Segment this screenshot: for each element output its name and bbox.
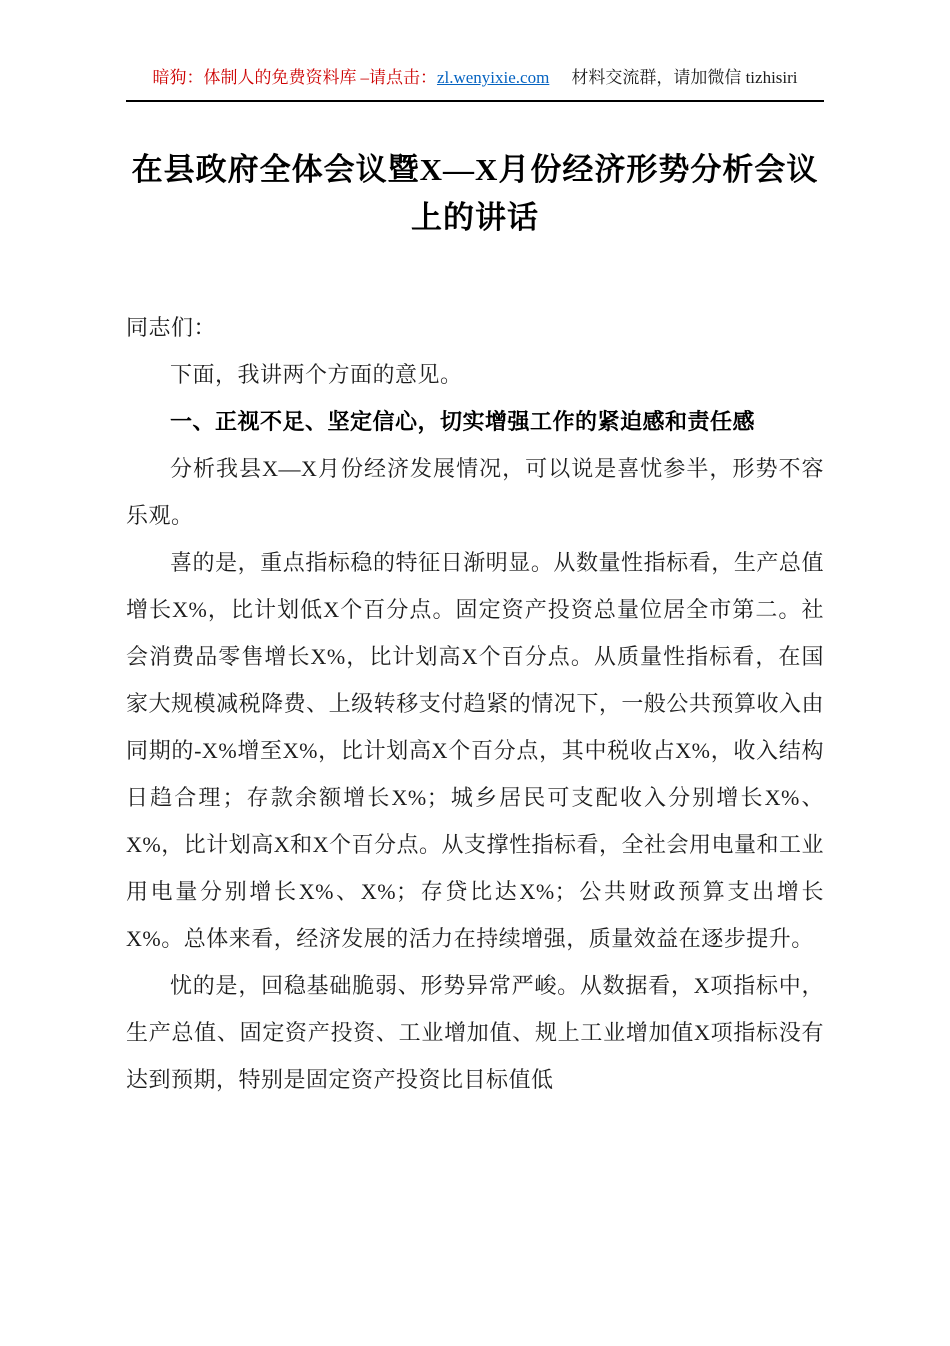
page-header	[126, 0, 824, 102]
document-body	[126, 304, 824, 1103]
document-title: 在县政府全体会议暨X—X月份经济形势分析会议上的讲话	[131, 151, 819, 235]
header-link[interactable]: zl.wenyixie.com	[436, 68, 550, 87]
paragraph-salutation: 同志们：	[126, 314, 217, 340]
header-contact: 材料交流群，请加微信 tizhisiri	[571, 68, 798, 87]
paragraph-analysis: 分析我县X—X月份经济发展情况，可以说是喜忧参半，形势不容乐观。	[126, 455, 824, 528]
header-click-hint: –请点击：	[360, 68, 437, 87]
paragraph-intro: 下面，我讲两个方面的意见。	[170, 361, 463, 387]
paragraph-concerns: 忧的是，回稳基础脆弱、形势异常严峻。从数据看，X项指标中，生产总值、固定资产投资、工业增加值、规上工业增加值X项指标没有达到预期，特别是固定资产投资比目标值低	[126, 972, 824, 1092]
header-site-label: 暗狗：体制人的免费资料库	[152, 68, 357, 87]
paragraph-positives: 喜的是，重点指标稳的特征日渐明显。从数量性指标看，生产总值增长X%，比计划低X个百分点。固定资产投资总量位居全市第二。社会消费品零售增长X%，比计划高X个百分点。从质量性指标看，在国家大规模减税降费、上级转移支付趋紧的情况下，一般公共预算收入由同期的-X%增至X%，比计划高X个百分点，其中税收占X%，收入结构日趋合理；存款余额增长X%；城乡居民可支配收入分别增长X%、X%，比计划高X和X个百分点。从支撑性指标看，全社会用电量和工业用电量分别增长X%、X%；存贷比达X%；公共财政预算支出增长X%。总体来看，经济发展的活力在持续增强，质量效益在逐步提升。	[126, 549, 824, 951]
section-heading-1: 一、正视不足、坚定信心，切实增强工作的紧迫感和责任感	[170, 408, 756, 434]
